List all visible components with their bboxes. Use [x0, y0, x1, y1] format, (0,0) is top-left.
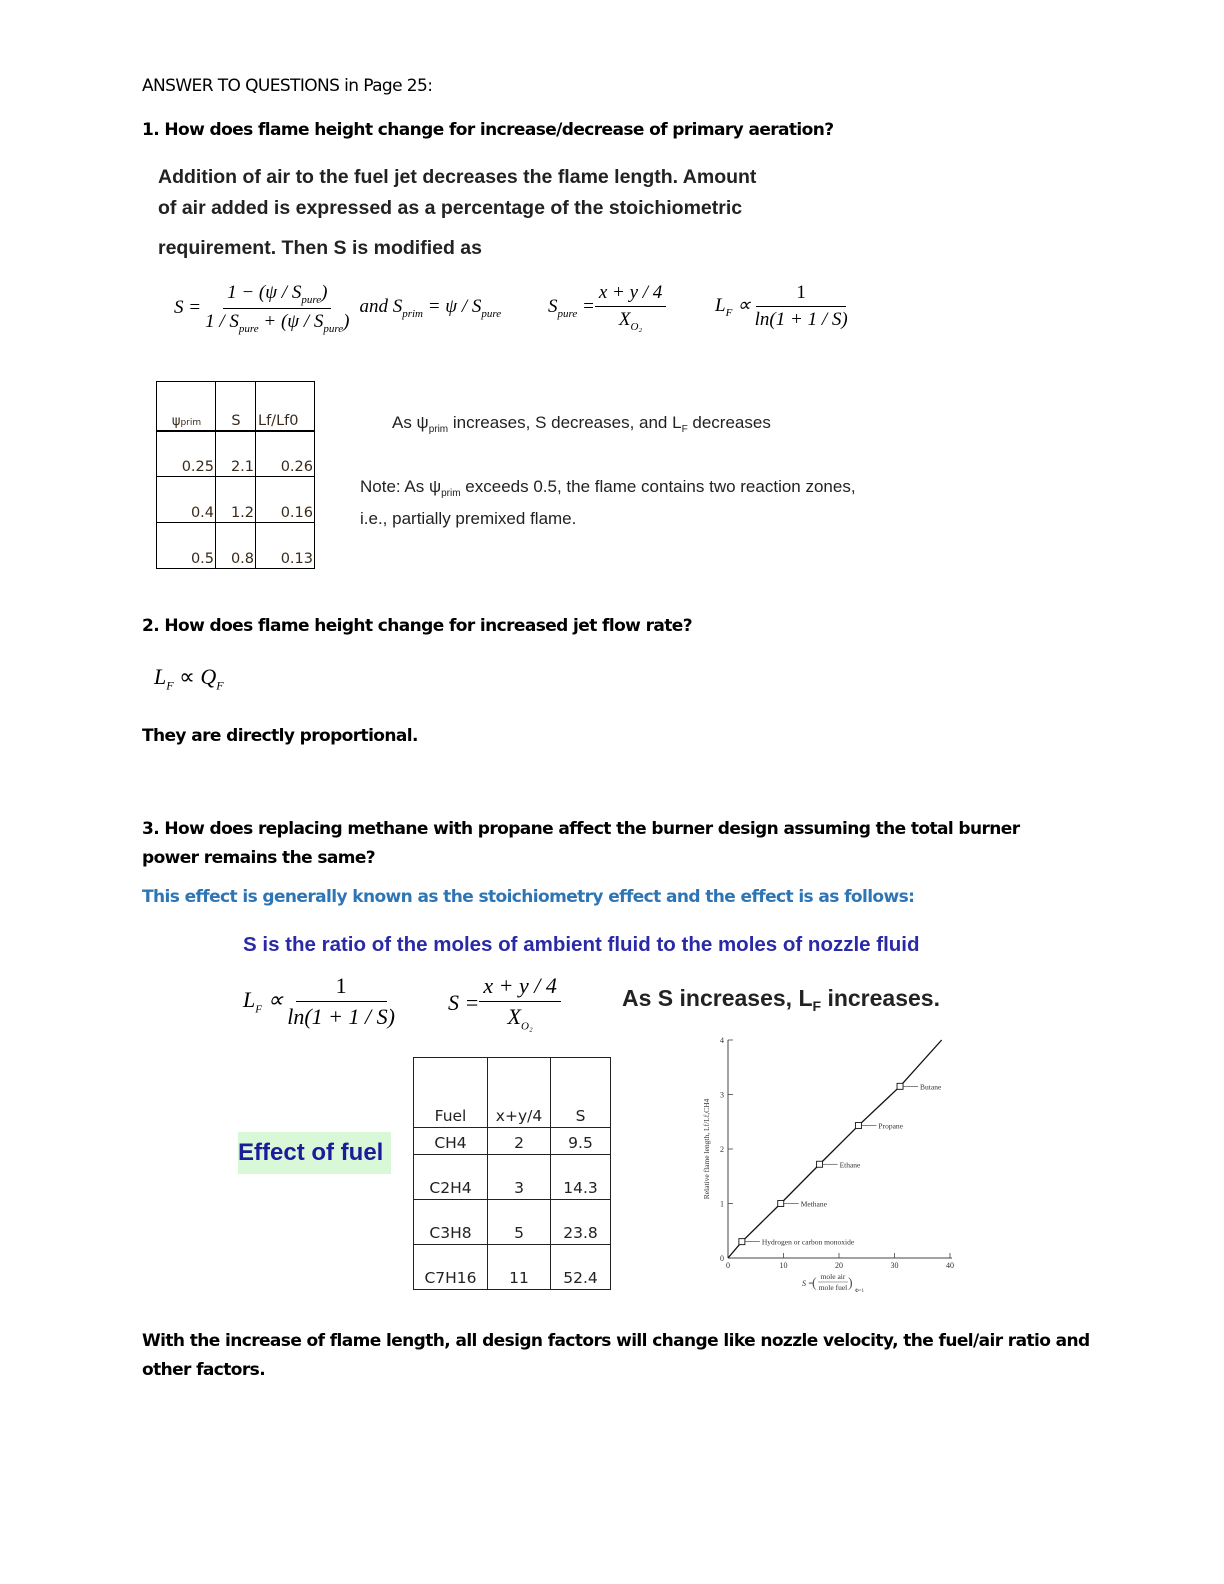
header-s: S: [551, 1058, 611, 1128]
data-point-marker: [778, 1201, 784, 1207]
explanation-line-3: requirement. Then S is modified as: [158, 237, 482, 259]
table-row: CH4 2 9.5: [414, 1128, 611, 1155]
svg-text:3: 3: [720, 1090, 724, 1100]
svg-text:40: 40: [946, 1261, 954, 1270]
svg-text:mole fuel: mole fuel: [818, 1283, 848, 1292]
table-row: C7H16 11 52.4: [414, 1245, 611, 1290]
data-point-label: Butane: [920, 1082, 942, 1092]
relative-flame-length-chart: [698, 1033, 968, 1308]
table-row: C3H8 5 23.8: [414, 1200, 611, 1245]
equation-flame-length: $L_F$ ∝ $\frac{1}{\ln(1 + 1 / S)}$: [715, 282, 848, 330]
primary-aeration-table: [156, 381, 315, 569]
svg-text:(: (: [812, 1276, 817, 1291]
fraction: $\frac{1 - (\psi / S_{pure})}{1 / S_{pure} + (\psi / S_{pure})}$: [205, 282, 350, 335]
x-ticks: [726, 1253, 954, 1270]
data-point-label: Methane: [800, 1199, 827, 1209]
explanation-line-1: Addition of air to the fuel jet decreases the flame length. Amount: [158, 166, 757, 188]
svg-text:0: 0: [720, 1254, 724, 1263]
partially-premixed-note: Note: As $\psi_{prim}$ exceeds 0.5, the flame contains two reaction zones, i.e., partially premixed flame.: [360, 477, 856, 528]
s-increase-statement: As S increases, $L_F$ increases.: [622, 985, 940, 1014]
explanation-line-2: of air added is expressed as a percentage of the stoichiometric: [158, 197, 743, 219]
svg-text:Φ=1: Φ=1: [855, 1289, 864, 1294]
data-point-marker: [897, 1083, 903, 1089]
table-header-row: [157, 382, 315, 431]
header-fuel: Fuel: [414, 1058, 488, 1128]
svg-text:2: 2: [720, 1145, 724, 1154]
effect-of-fuel-label: Effect of fuel: [238, 1132, 391, 1174]
data-point-marker: [855, 1123, 861, 1129]
trend-note: As $\psi_{prim}$ increases, S decreases, and $L_F$ decreases: [392, 413, 771, 435]
question-3-heading: 3. How does replacing methane with propane affect the burner design assuming the total burner power remains the same?: [142, 819, 1020, 868]
data-point-label: Ethane: [839, 1160, 861, 1170]
header-lf-ratio: Lf/Lf0: [256, 382, 315, 431]
series-line: [728, 1040, 942, 1258]
fuel-stoichiometry-table: [413, 1057, 611, 1290]
y-ticks: [720, 1036, 733, 1263]
equation-flame-length-2: $L_F$ ∝ $\frac{1}{\ln(1 + 1 / S)}$: [243, 973, 395, 1029]
stoichiometry-intro: This effect is generally known as the stoichiometry effect and the effect is as follows:: [142, 887, 915, 907]
header-xy4: x+y/4: [488, 1058, 551, 1128]
eq-lhs: S =: [174, 297, 202, 319]
table-row: 0.5 0.8 0.13: [157, 523, 315, 569]
question-2-heading: 2. How does flame height change for increased jet flow rate?: [142, 616, 692, 636]
question-2-answer: They are directly proportional.: [142, 726, 418, 746]
svg-text:mole air: mole air: [820, 1272, 846, 1281]
data-point-marker: [739, 1239, 745, 1245]
table-row: C2H4 3 14.3: [414, 1155, 611, 1200]
svg-text:4: 4: [720, 1036, 724, 1045]
svg-text:10: 10: [779, 1261, 788, 1270]
svg-text:20: 20: [835, 1261, 843, 1270]
conclusion: With the increase of flame length, all design factors will change like nozzle velocity, the fuel/air ratio and other factors.: [142, 1331, 1090, 1380]
table-row: 0.4 1.2 0.16: [157, 477, 315, 523]
data-point-marker: [817, 1161, 823, 1167]
svg-text:): ): [848, 1276, 853, 1291]
question-1-heading: 1. How does flame height change for increase/decrease of primary aeration?: [142, 120, 834, 140]
data-point-label: Propane: [878, 1121, 904, 1131]
equation-flow-rate: $L_F \propto Q_F$: [154, 664, 224, 693]
equation-s-stoich: S = $\frac{x + y / 4}{X_{O_2}}$: [448, 973, 561, 1032]
header-psi: ψprim: [157, 382, 216, 431]
equation-s-pure: $S_{pure}$ = $\frac{x + y / 4}{X_{O_2}}$: [548, 282, 666, 333]
header-s: S: [216, 382, 256, 431]
table-header-row: [414, 1058, 611, 1128]
data-point-label: Hydrogen or carbon monoxide: [761, 1237, 855, 1247]
question-1-explanation: [158, 162, 858, 264]
svg-text:S =: S =: [802, 1279, 814, 1288]
table-row: 0.25 2.1 0.26: [157, 431, 315, 477]
svg-text:0: 0: [726, 1261, 730, 1270]
equation-s-modified: [174, 282, 501, 335]
eq-sprim: and $S_{prim} = \psi / S_{pure}$: [359, 296, 502, 321]
svg-text:30: 30: [890, 1261, 899, 1270]
s-definition: S is the ratio of the moles of ambient fluid to the moles of nozzle fluid: [243, 933, 920, 956]
x-axis-label: [802, 1272, 864, 1294]
y-axis-label: Relative flame length, Lf/Lf,CH4: [702, 1098, 711, 1200]
data-points: [739, 1082, 942, 1246]
svg-text:1: 1: [720, 1199, 724, 1209]
page-heading: ANSWER TO QUESTIONS in Page 25:: [142, 76, 433, 96]
